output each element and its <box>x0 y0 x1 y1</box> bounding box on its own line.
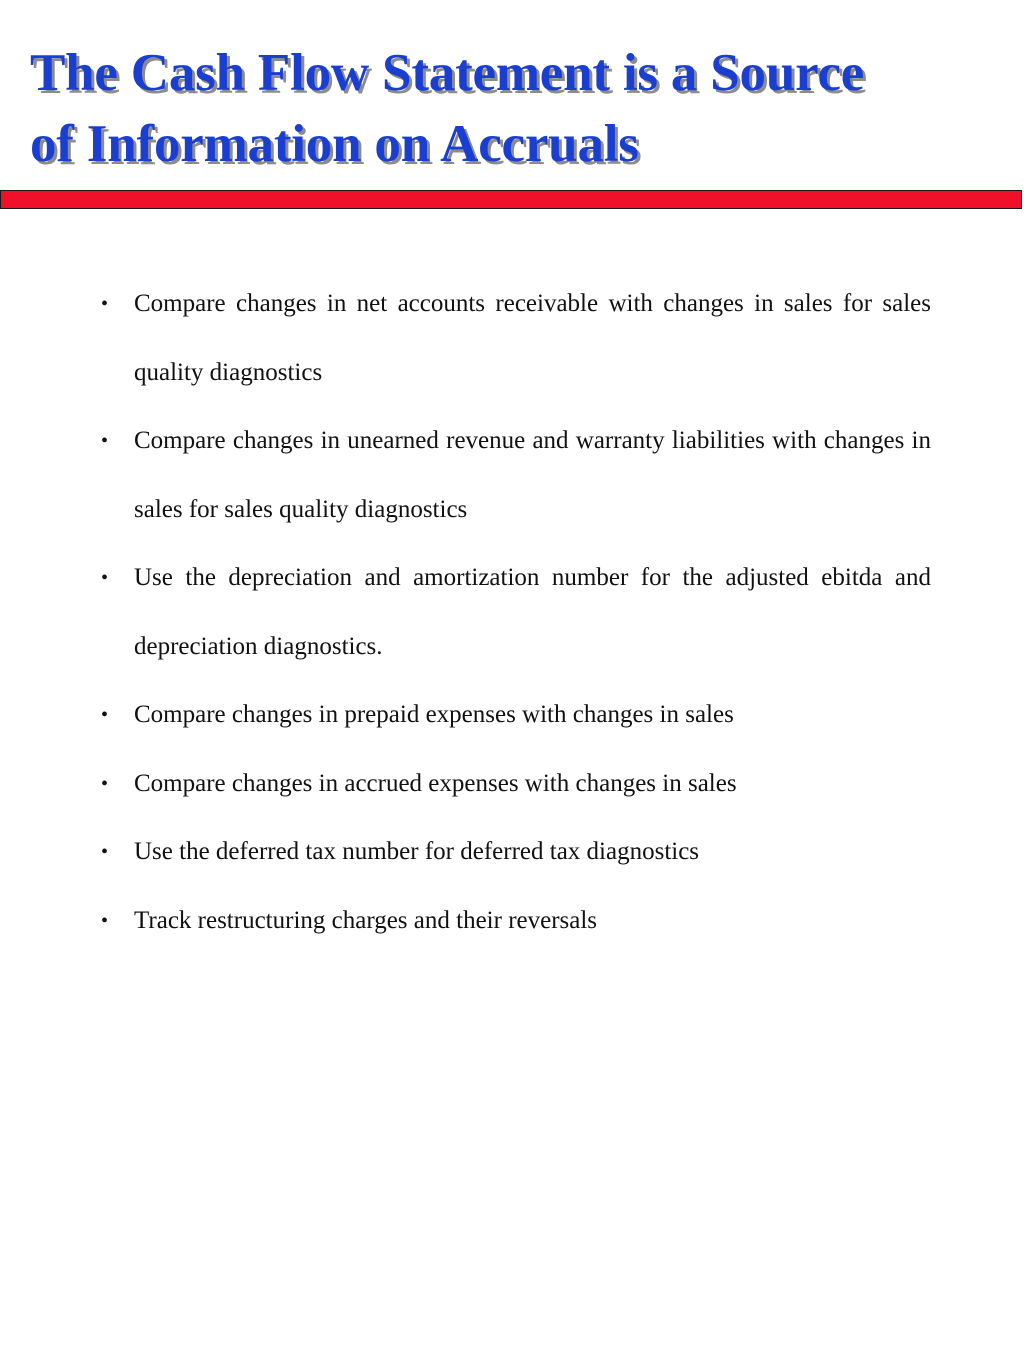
title-divider-bar <box>0 190 1022 209</box>
bullet-text: Compare changes in unearned revenue and warranty liabilities with changes in sales for sales quality diagnostics <box>134 427 931 523</box>
bullet-dot-icon: • <box>101 772 109 795</box>
bullet-dot-icon: • <box>101 430 109 452</box>
bullet-text: Track restructuring charges and their reversals <box>134 906 598 934</box>
bullet-dot-icon: • <box>101 293 109 315</box>
bullet-item <box>0 681 931 750</box>
bullet-dot-icon: • <box>101 567 109 589</box>
slide-title-line-2: of Information on Accruals <box>30 115 639 173</box>
bullet-dot-icon: • <box>101 841 109 863</box>
bullet-text: Compare changes in net accounts receivable with changes in sales for sales quality diagnostics <box>134 290 931 386</box>
slide-title-line-1: The Cash Flow Statement is a Source <box>30 44 865 102</box>
bullet-item <box>0 544 931 681</box>
bullet-text: Use the depreciation and amortization number for the adjusted ebitda and depreciation diagnostics. <box>134 564 931 660</box>
bullet-item <box>0 887 931 956</box>
bullet-item <box>0 407 931 544</box>
slide-title <box>30 38 1010 180</box>
bullet-text: Compare changes in accrued expenses with changes in sales <box>134 769 737 797</box>
bullet-item <box>0 818 931 887</box>
bullet-text: Use the deferred tax number for deferred tax diagnostics <box>134 838 700 865</box>
bullet-text: Compare changes in prepaid expenses with changes in sales <box>134 701 734 728</box>
bullet-item <box>0 750 931 819</box>
bullet-dot-icon: • <box>101 909 109 932</box>
bullet-dot-icon: • <box>101 704 109 726</box>
bullet-list <box>0 270 1024 955</box>
bullet-item <box>0 270 931 407</box>
